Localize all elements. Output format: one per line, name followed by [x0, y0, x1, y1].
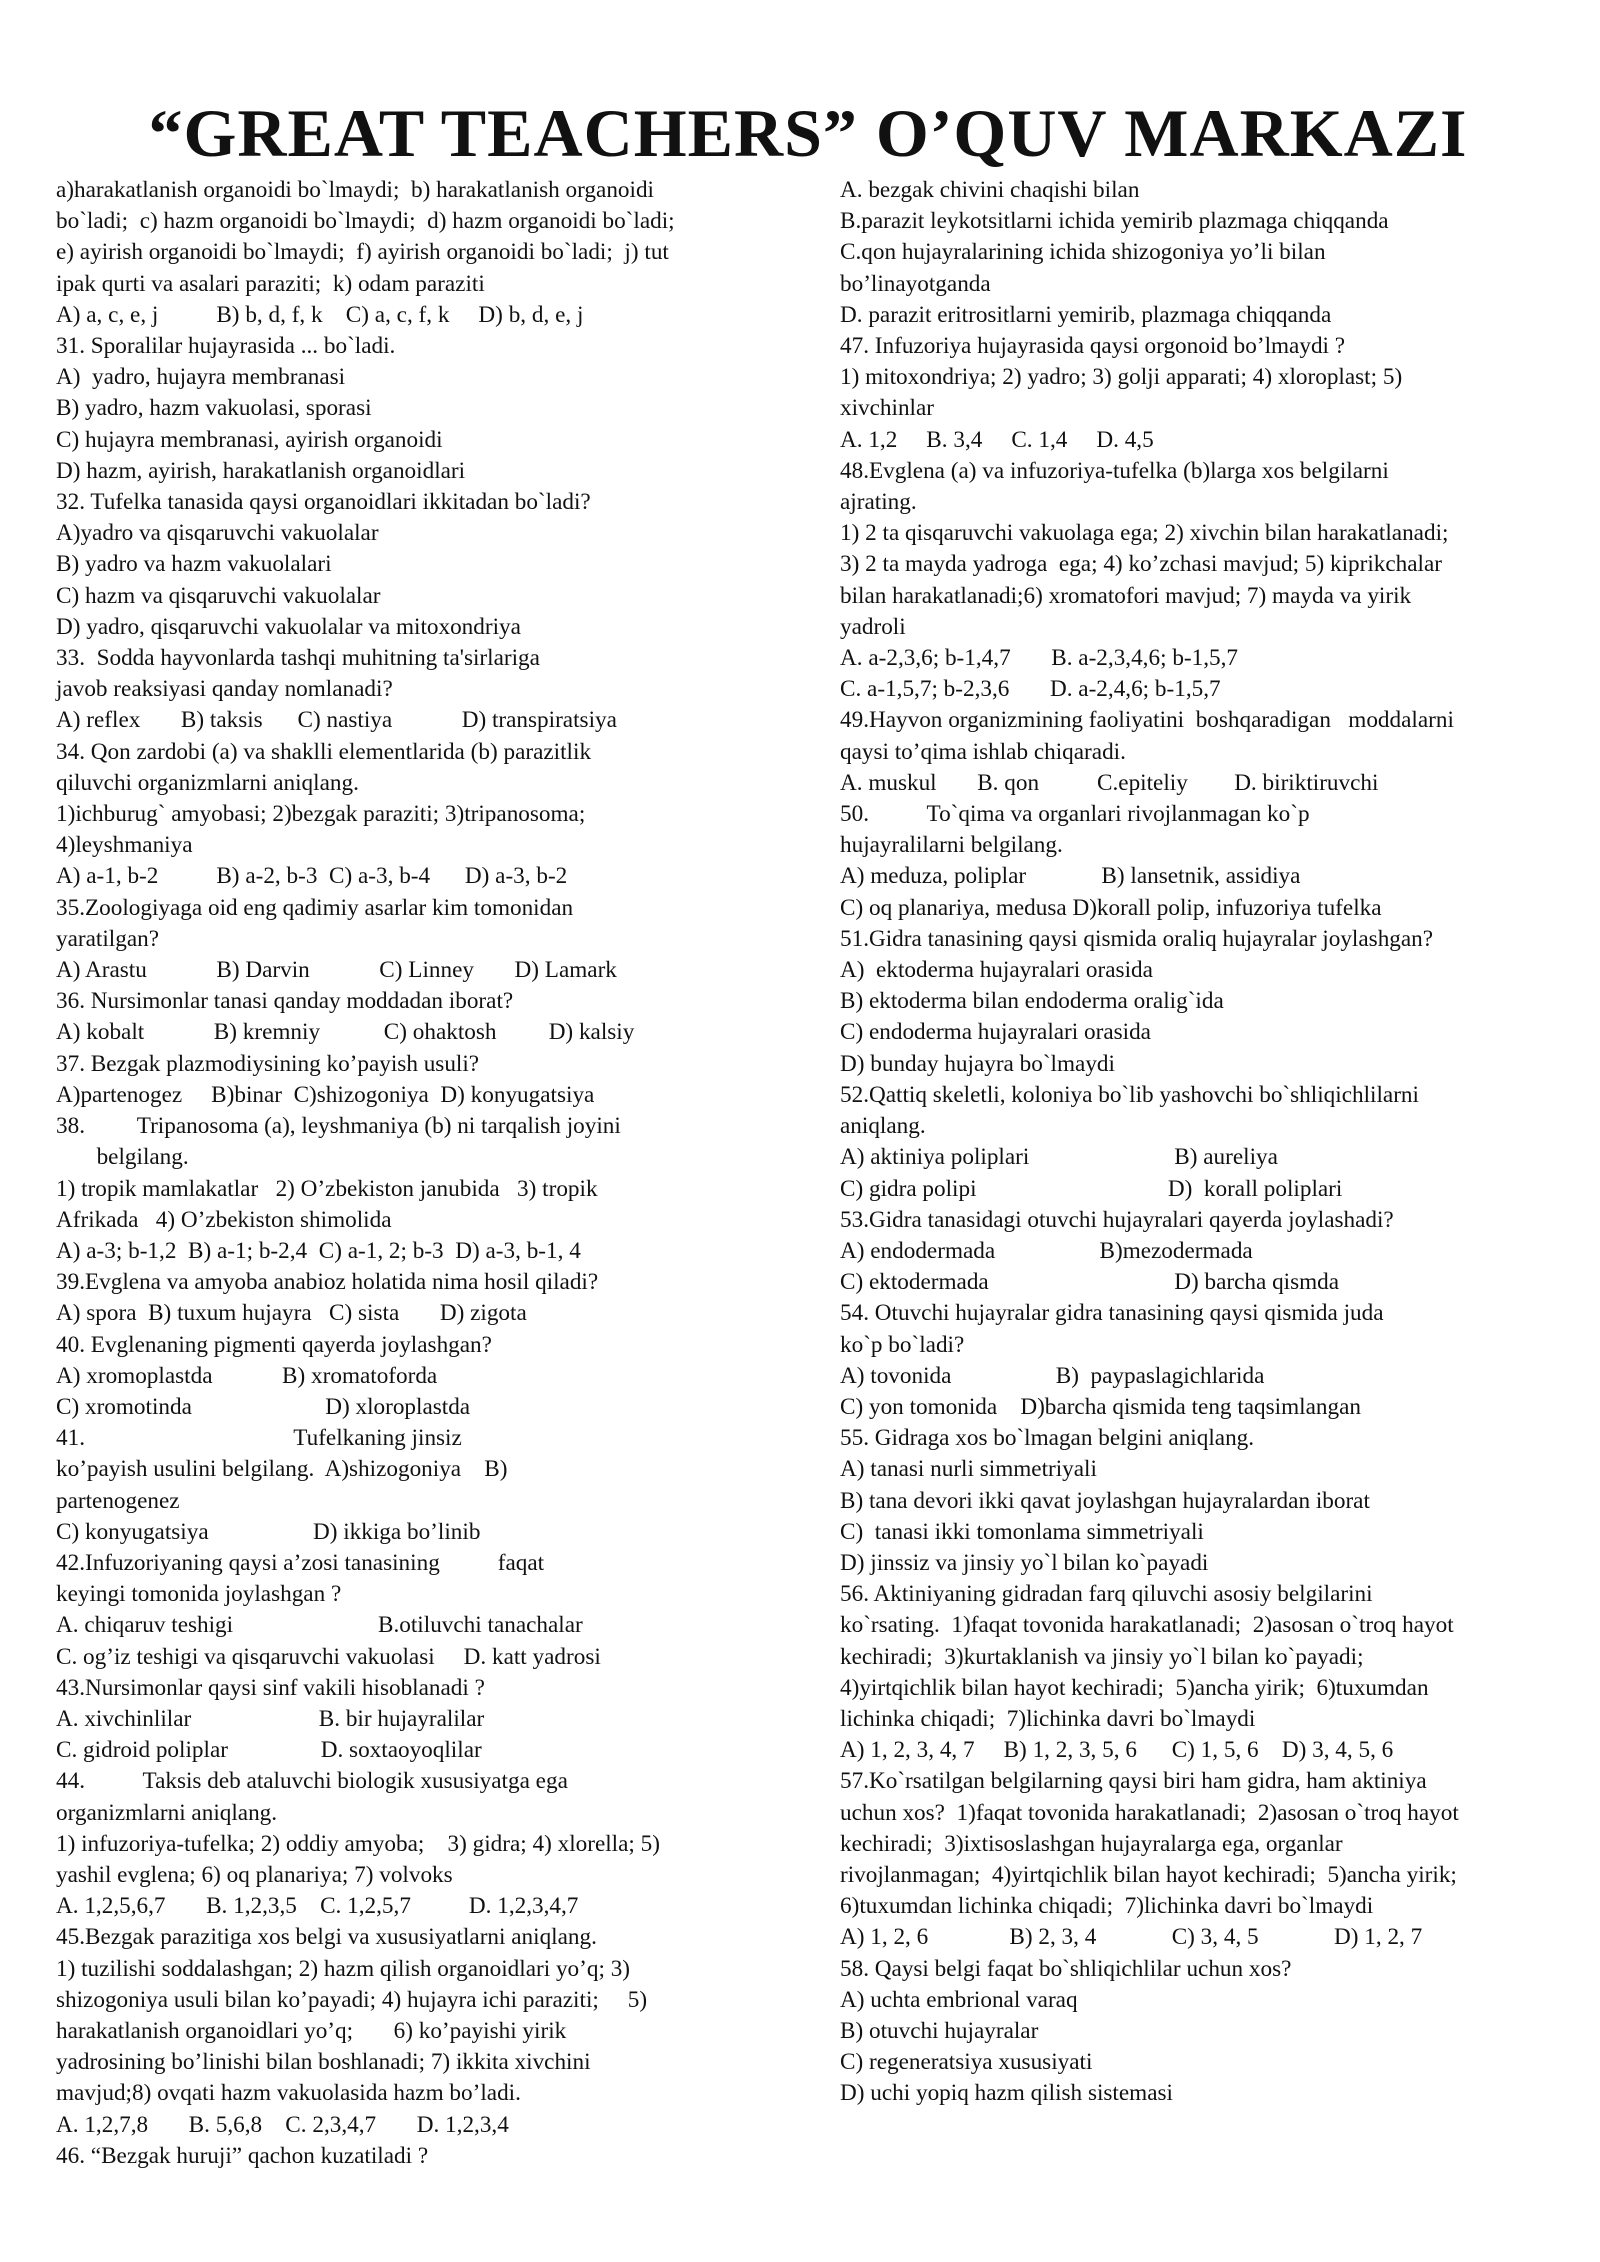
right-column-line: bo’linayotganda [840, 270, 991, 297]
right-column-line: 52.Qattiq skeletli, koloniya bo`lib yashovchi bo`shliqichlilarni [840, 1081, 1419, 1108]
left-column-line: yadrosining bo’linishi bilan boshlanadi; 7) ikkita xivchini [56, 2049, 591, 2076]
page-title: “GREAT TEACHERS” O’QUV MARKAZI [148, 95, 1468, 171]
left-column-line: Afrikada 4) O’zbekiston shimolida [56, 1206, 392, 1233]
right-column-line: C) endoderma hujayralari orasida [840, 1019, 1151, 1046]
right-column-line: 6)tuxumdan lichinka chiqadi; 7)lichinka davri bo`lmaydi [840, 1893, 1374, 1920]
right-column-line: A) uchta embrional varaq [840, 1986, 1078, 2013]
left-column-line: D) hazm, ayirish, harakatlanish organoidlari [56, 457, 466, 484]
right-column-line: A) 1, 2, 3, 4, 7 B) 1, 2, 3, 5, 6 C) 1, 5, 6 D) 3, 4, 5, 6 [840, 1737, 1394, 1764]
right-column-line: bilan harakatlanadi;6) xromatofori mavjud; 7) mayda va yirik [840, 582, 1412, 609]
left-column [56, 175, 776, 2172]
right-column-line: D) uchi yopiq hazm qilish sistemasi [840, 2080, 1173, 2107]
left-column-line: C. og’iz teshigi va qisqaruvchi vakuolasi D. katt yadrosi [56, 1643, 601, 1670]
right-column-line: ajrating. [840, 489, 917, 516]
right-column-line: B) otuvchi hujayralar [840, 2017, 1039, 2044]
left-column-line: 41. Tufelkaning jinsiz [56, 1425, 462, 1452]
left-column-line: 39.Evglena va amyoba anabioz holatida nima hosil qiladi? [56, 1269, 599, 1296]
right-column-line: uchun xos? 1)faqat tovonida harakatlanadi; 2)asosan o`troq hayot [840, 1799, 1459, 1826]
right-column-line: B.parazit leykotsitlarni ichida yemirib plazmaga chiqqanda [840, 208, 1389, 235]
right-column-line: 1) 2 ta qisqaruvchi vakuolaga ega; 2) xivchin bilan harakatlanadi; [840, 520, 1449, 547]
right-column-line: A) aktiniya poliplari B) aureliya [840, 1144, 1278, 1171]
columns [56, 175, 1560, 2172]
left-column-line: B) yadro va hazm vakuolalari [56, 551, 332, 578]
right-column-line: 58. Qaysi belgi faqat bo`shliqichlilar uchun xos? [840, 1955, 1292, 1982]
left-column-line: keyingi tomonida joylashgan ? [56, 1581, 342, 1608]
right-column-line: 50. To`qima va organlari rivojlanmagan ko`p [840, 801, 1310, 828]
right-column-line: A) meduza, poliplar B) lansetnik, assidiya [840, 863, 1301, 890]
left-column-line: A. chiqaruv teshigi B.otiluvchi tanachalar [56, 1612, 583, 1639]
left-column-line: 4)leyshmaniya [56, 832, 193, 859]
left-column-line: 46. “Bezgak huruji” qachon kuzatiladi ? [56, 2142, 429, 2169]
right-column-line: C) gidra polipi D) korall poliplari [840, 1175, 1343, 1202]
right-column-line: kechiradi; 3)kurtaklanish va jinsiy yo`l bilan ko`payadi; [840, 1643, 1364, 1670]
right-column-line: qaysi to’qima ishlab chiqaradi. [840, 738, 1126, 765]
left-column-line: B) yadro, hazm vakuolasi, sporasi [56, 395, 372, 422]
left-column-line: D) yadro, qisqaruvchi vakuolalar va mitoxondriya [56, 613, 521, 640]
right-column-line: A) 1, 2, 6 B) 2, 3, 4 C) 3, 4, 5 D) 1, 2, 7 [840, 1924, 1423, 1951]
left-column-line: 37. Bezgak plazmodiysining ko’payish usuli? [56, 1050, 480, 1077]
left-column-line: C) xromotinda D) xloroplastda [56, 1393, 471, 1420]
right-column-line: hujayralilarni belgilang. [840, 832, 1063, 859]
left-column-line: A) Arastu B) Darvin C) Linney D) Lamark [56, 957, 617, 984]
left-column-line: A) yadro, hujayra membranasi [56, 364, 346, 391]
left-column-line: A) kobalt B) kremniy C) ohaktosh D) kalsiy [56, 1019, 635, 1046]
right-column-line: C) ektodermada D) barcha qismda [840, 1269, 1340, 1296]
left-column-line: 32. Tufelka tanasida qaysi organoidlari ikkitadan bo`ladi? [56, 489, 591, 516]
left-column-line: harakatlanish organoidlari yo’q; 6) ko’payishi yirik [56, 2017, 567, 2044]
right-column-line: A) tovonida B) paypaslagichlarida [840, 1362, 1265, 1389]
right-column-line: C) tanasi ikki tomonlama simmetriyali [840, 1518, 1204, 1545]
right-column-line: 47. Infuzoriya hujayrasida qaysi orgonoid bo’lmaydi ? [840, 333, 1346, 360]
right-column-line: 4)yirtqichlik bilan hayot kechiradi; 5)ancha yirik; 6)tuxumdan [840, 1674, 1429, 1701]
right-column-line: xivchinlar [840, 395, 935, 422]
right-column-line: A. 1,2 B. 3,4 C. 1,4 D. 4,5 [840, 426, 1154, 453]
right-column-line: 51.Gidra tanasining qaysi qismida oraliq hujayralar joylashgan? [840, 925, 1434, 952]
left-column-line: 1)ichburug` amyobasi; 2)bezgak paraziti; 3)tripanosoma; [56, 801, 586, 828]
left-column-line: 1) tuzilishi soddalashgan; 2) hazm qilish organoidlari yo’q; 3) [56, 1955, 631, 1982]
right-column-line: rivojlanmagan; 4)yirtqichlik bilan hayot kechiradi; 5)ancha yirik; [840, 1861, 1457, 1888]
left-column-line: 34. Qon zardobi (a) va shaklli elementlarida (b) parazitlik [56, 738, 592, 765]
left-column-line: A)partenogez B)binar C)shizogoniya D) konyugatsiya [56, 1081, 595, 1108]
right-column-line: C) regeneratsiya xususiyati [840, 2049, 1093, 2076]
right-column-line: A. a-2,3,6; b-1,4,7 B. a-2,3,4,6; b-1,5,7 [840, 645, 1239, 672]
left-column-line: partenogenez [56, 1487, 180, 1514]
left-column-line: 38. Tripanosoma (a), leyshmaniya (b) ni tarqalish joyini [56, 1113, 621, 1140]
left-column-line: C) konyugatsiya D) ikkiga bo’linib [56, 1518, 481, 1545]
right-column-line: 55. Gidraga xos bo`lmagan belgini aniqlang. [840, 1425, 1255, 1452]
right-column-line: lichinka chiqadi; 7)lichinka davri bo`lmaydi [840, 1705, 1256, 1732]
right-column-line: D) jinssiz va jinsiy yo`l bilan ko`payadi [840, 1549, 1209, 1576]
right-column-line: 54. Otuvchi hujayralar gidra tanasining qaysi qismida juda [840, 1300, 1384, 1327]
right-column-line: 1) mitoxondriya; 2) yadro; 3) golji apparati; 4) xloroplast; 5) [840, 364, 1403, 391]
right-column-line: A. bezgak chivini chaqishi bilan [840, 177, 1140, 203]
right-column-line: A) tanasi nurli simmetriyali [840, 1456, 1097, 1483]
left-column-line: yaratilgan? [56, 925, 159, 952]
left-column-line: 45.Bezgak parazitiga xos belgi va xususiyatlarni aniqlang. [56, 1924, 597, 1951]
left-column-line: yashil evglena; 6) oq planariya; 7) volvoks [56, 1861, 453, 1888]
left-column-line: A) spora B) tuxum hujayra C) sista D) zigota [56, 1300, 527, 1327]
right-column-line: aniqlang. [840, 1113, 926, 1140]
left-column-line: 35.Zoologiyaga oid eng qadimiy asarlar kim tomonidan [56, 894, 574, 921]
right-column-line: 57.Ko`rsatilgan belgilarning qaysi biri ham gidra, ham aktiniya [840, 1768, 1427, 1795]
left-column-line: mavjud;8) ovqati hazm vakuolasida hazm bo’ladi. [56, 2080, 521, 2107]
left-column-line: A) reflex B) taksis C) nastiya D) transpiratsiya [56, 707, 617, 734]
left-column-line: ipak qurti va asalari paraziti; k) odam paraziti [56, 270, 485, 297]
right-column-line: A. muskul B. qon C.epiteliy D. biriktiruvchi [840, 769, 1379, 796]
right-column-line: 3) 2 ta mayda yadroga ega; 4) ko’zchasi mavjud; 5) kiprikchalar [840, 551, 1443, 578]
right-column-line: C) yon tomonida D)barcha qismida teng taqsimlangan [840, 1393, 1361, 1420]
right-column-line: A) endodermada B)mezodermada [840, 1237, 1253, 1264]
right-column-line: ko`rsating. 1)faqat tovonida harakatlanadi; 2)asosan o`troq hayot [840, 1612, 1454, 1639]
right-column-line: C) oq planariya, medusa D)korall polip, infuzoriya tufelka [840, 894, 1382, 921]
left-column-line: A. 1,2,7,8 B. 5,6,8 C. 2,3,4,7 D. 1,2,3,4 [56, 2111, 509, 2138]
right-column-line: D) bunday hujayra bo`lmaydi [840, 1050, 1115, 1077]
left-column-line: 40. Evglenaning pigmenti qayerda joylashgan? [56, 1331, 492, 1358]
left-column-line: belgilang. [56, 1144, 189, 1171]
left-column-line: bo`ladi; c) hazm organoidi bo`lmaydi; d) hazm organoidi bo`ladi; [56, 208, 675, 235]
right-column-line: B) ektoderma bilan endoderma oralig`ida [840, 988, 1224, 1015]
left-column-line: C. gidroid poliplar D. soxtaoyoqlilar [56, 1737, 482, 1764]
left-column-line: A. 1,2,5,6,7 B. 1,2,3,5 C. 1,2,5,7 D. 1,2,3,4,7 [56, 1893, 579, 1920]
right-column-line: A) ektoderma hujayralari orasida [840, 957, 1153, 984]
left-column-line: 44. Taksis deb ataluvchi biologik xususiyatga ega [56, 1768, 568, 1795]
left-column-line: A. xivchinlilar B. bir hujayralilar [56, 1705, 485, 1732]
left-column-line: A) a, c, e, j B) b, d, f, k C) a, c, f, k D) b, d, e, j [56, 301, 584, 328]
right-column-line: C.qon hujayralarining ichida shizogoniya yo’li bilan [840, 239, 1326, 266]
left-column-line: 31. Sporalilar hujayrasida ... bo`ladi. [56, 333, 396, 360]
left-column-line: a)harakatlanish organoidi bo`lmaydi; b) harakatlanish organoidi [56, 177, 654, 203]
left-column-line: A) a-3; b-1,2 B) a-1; b-2,4 C) a-1, 2; b-3 D) a-3, b-1, 4 [56, 1237, 581, 1264]
left-column-line: organizmlarni aniqlang. [56, 1799, 278, 1826]
right-column-line: D. parazit eritrositlarni yemirib, plazmaga chiqqanda [840, 301, 1332, 328]
right-column-line: ko`p bo`ladi? [840, 1331, 965, 1358]
left-column-line: A) xromoplastda B) xromatoforda [56, 1362, 438, 1389]
right-column-line: 53.Gidra tanasidagi otuvchi hujayralari qayerda joylashadi? [840, 1206, 1394, 1233]
left-column-line: 1) infuzoriya-tufelka; 2) oddiy amyoba; 3) gidra; 4) xlorella; 5) [56, 1830, 660, 1857]
left-column-line: shizogoniya usuli bilan ko’payadi; 4) hujayra ichi paraziti; 5) [56, 1986, 648, 2013]
left-column-line: javob reaksiyasi qanday nomlanadi? [56, 676, 393, 703]
right-column-line: 56. Aktiniyaning gidradan farq qiluvchi asosiy belgilarini [840, 1581, 1373, 1608]
left-column-line: 42.Infuzoriyaning qaysi a’zosi tanasining faqat [56, 1549, 545, 1576]
left-column-line: e) ayirish organoidi bo`lmaydi; f) ayirish organoidi bo`ladi; j) tut [56, 239, 669, 266]
right-column-line: yadroli [840, 613, 906, 640]
left-column-line: C) hujayra membranasi, ayirish organoidi [56, 426, 443, 453]
left-column-line: C) hazm va qisqaruvchi vakuolalar [56, 582, 381, 609]
left-column-line: A) a-1, b-2 B) a-2, b-3 C) a-3, b-4 D) a-3, b-2 [56, 863, 568, 890]
left-column-line: 1) tropik mamlakatlar 2) O’zbekiston janubida 3) tropik [56, 1175, 598, 1202]
left-column-line: 36. Nursimonlar tanasi qanday moddadan iborat? [56, 988, 514, 1015]
right-column-line: 49.Hayvon organizmining faoliyatini boshqaradigan moddalarni [840, 707, 1454, 734]
left-column-line: 43.Nursimonlar qaysi sinf vakili hisoblanadi ? [56, 1674, 485, 1701]
left-column-line: qiluvchi organizmlarni aniqlang. [56, 769, 359, 796]
right-column-line: kechiradi; 3)ixtisoslashgan hujayralarga ega, organlar [840, 1830, 1343, 1857]
right-column-line: C. a-1,5,7; b-2,3,6 D. a-2,4,6; b-1,5,7 [840, 676, 1221, 703]
right-column-line: 48.Evglena (a) va infuzoriya-tufelka (b)larga xos belgilarni [840, 457, 1389, 484]
right-column-line: B) tana devori ikki qavat joylashgan hujayralardan iborat [840, 1487, 1370, 1514]
right-column [840, 175, 1560, 2172]
left-column-line: 33. Sodda hayvonlarda tashqi muhitning ta'sirlariga [56, 645, 540, 672]
left-column-line: ko’payish usulini belgilang. A)shizogoniya B) [56, 1456, 508, 1483]
left-column-line: A)yadro va qisqaruvchi vakuolalar [56, 520, 379, 547]
